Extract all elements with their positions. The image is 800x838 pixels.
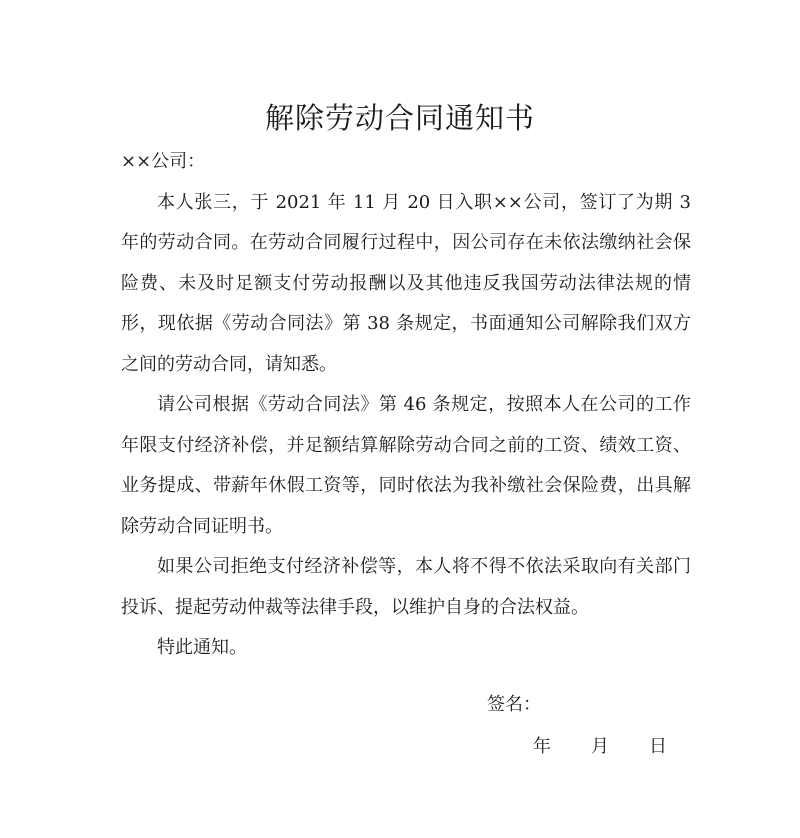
date-day-label: 日 bbox=[649, 736, 667, 757]
date-year-label: 年 bbox=[533, 736, 551, 757]
document-body bbox=[121, 142, 691, 669]
paragraph-compensation-request: 请公司根据《劳动合同法》第 46 条规定，按照本人在公司的工作年限支付经济补偿，并足额结算解除劳动合同之前的工资、绩效工资、业务提成、带薪年休假工资等，同时依法为我补缴社会保险费，出具解除劳动合同证明书。 bbox=[121, 394, 691, 537]
document-title: 解除劳动合同通知书 bbox=[264, 101, 535, 135]
paragraph-termination-reason: 本人张三，于 2021 年 11 月 20 日入职××公司，签订了为期 3 年的劳动合同。在劳动合同履行过程中，因公司存在未依法缴纳社会保险费、未及时足额支付劳动报酬以及其他违反我国劳动法律法规的情形，现依据《劳动合同法》第 38 条规定，书面通知公司解除我们双方之间的劳动合同，请知悉。 bbox=[121, 191, 691, 375]
date-line bbox=[533, 727, 667, 767]
salutation: ××公司： bbox=[121, 151, 206, 172]
date-month-label: 月 bbox=[591, 736, 609, 757]
paragraph-closing: 特此通知。 bbox=[157, 637, 247, 658]
paragraph-legal-action: 如果公司拒绝支付经济补偿等，本人将不得不依法采取向有关部门投诉、提起劳动仲裁等法律手段，以维护自身的合法权益。 bbox=[121, 556, 691, 618]
signature-label: 签名： bbox=[487, 694, 541, 715]
